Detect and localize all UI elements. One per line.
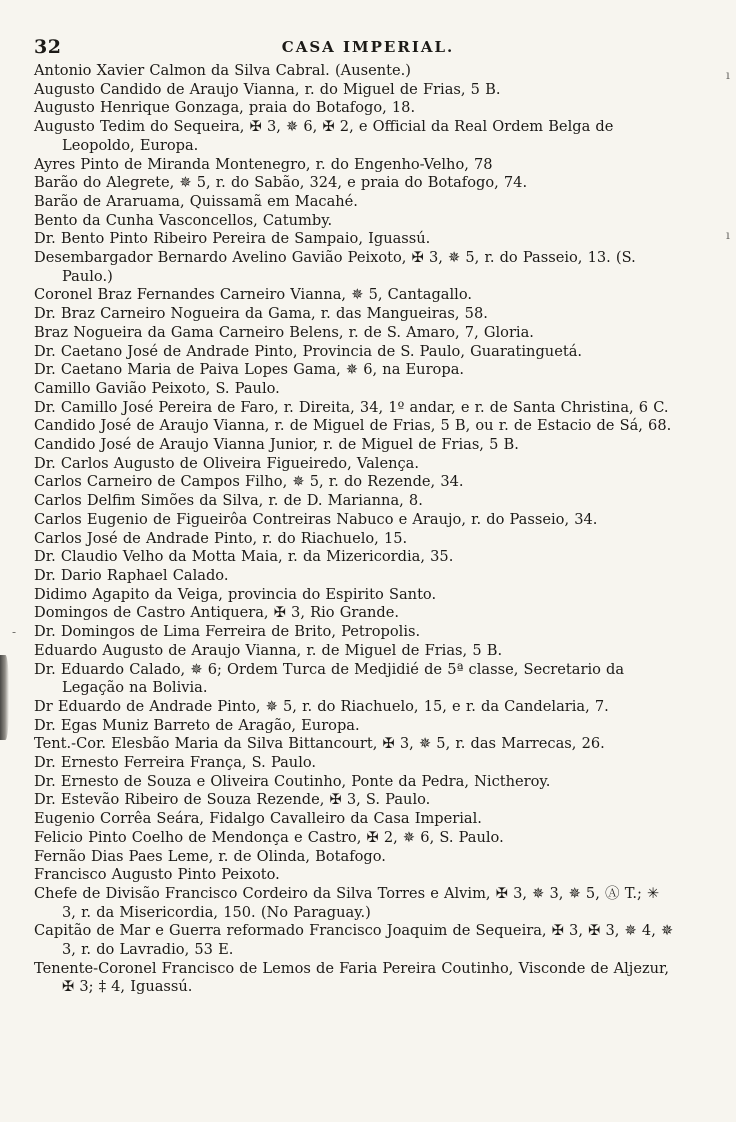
entry: Dr. Claudio Velho da Motta Maia, r. da Mizericordia, 35.	[34, 548, 454, 566]
entry: Capitão de Mar e Guerra reformado Francisco Joaquim de Sequeira, ✠ 3, ✠ 3, ✵ 4, ✵ 3, r. do Lavradio, 53 E.	[34, 922, 674, 959]
entry: Dr. Camillo José Pereira de Faro, r. Direita, 34, 1º andar, e r. de Santa Christina, 6 C.	[34, 398, 669, 416]
entry: Eduardo Augusto de Araujo Vianna, r. de Miguel de Frias, 5 B.	[34, 641, 503, 659]
entry: Barão de Araruama, Quissamã em Macahé.	[34, 192, 358, 210]
page-number: 32	[34, 36, 62, 58]
entry: Dr. Egas Muniz Barreto de Aragão, Europa.	[34, 716, 360, 734]
entry: Ayres Pinto de Miranda Montenegro, r. do Engenho-Velho, 78	[34, 155, 493, 173]
entry: Augusto Henrique Gonzaga, praia do Botafogo, 18.	[34, 99, 416, 117]
entry: Carlos Carneiro de Campos Filho, ✵ 5, r. do Rezende, 34.	[34, 473, 464, 491]
entry: Candido José de Araujo Vianna, r. de Miguel de Frias, 5 B, ou r. de Estacio de Sá, 68.	[34, 417, 672, 435]
entry: Dr. Ernesto de Souza e Oliveira Coutinho, Ponte da Pedra, Nictheroy.	[34, 772, 551, 790]
page-header	[34, 36, 702, 58]
entry: Carlos José de Andrade Pinto, r. do Riachuelo, 15.	[34, 529, 408, 547]
entry: Candido José de Araujo Vianna Junior, r. de Miguel de Frias, 5 B.	[34, 436, 519, 454]
entry: Bento da Cunha Vasconcellos, Catumby.	[34, 211, 333, 229]
entry: Dr Eduardo de Andrade Pinto, ✵ 5, r. do Riachuelo, 15, e r. da Candelaria, 7.	[34, 697, 609, 715]
entry: Carlos Eugenio de Figueirôa Contreiras Nabuco e Araujo, r. do Passeio, 34.	[34, 510, 598, 528]
entry: Francisco Augusto Pinto Peixoto.	[34, 866, 280, 884]
entry: Tenente-Coronel Francisco de Lemos de Faria Pereira Coutinho, Visconde de Aljezur, ✠ 3; ‡ 4, Iguassú.	[34, 959, 670, 996]
entry: Chefe de Divisão Francisco Cordeiro da Silva Torres e Alvim, ✠ 3, ✵ 3, ✵ 5, Ⓐ T.; ✳ 3, r. da Misericordia, 150. (No Paraguay.)	[34, 884, 660, 921]
entry: Desembargador Bernardo Avelino Gavião Peixoto, ✠ 3, ✵ 5, r. do Passeio, 13. (S. Paulo.)	[34, 249, 636, 285]
entry: Camillo Gavião Peixoto, S. Paulo.	[34, 379, 280, 397]
entry: Dr. Carlos Augusto de Oliveira Figueiredo, Valença.	[34, 454, 419, 472]
entry: Felicio Pinto Coelho de Mendonça e Castro, ✠ 2, ✵ 6, S. Paulo.	[34, 828, 504, 846]
entry: Braz Nogueira da Gama Carneiro Belens, r. de S. Amaro, 7, Gloria.	[34, 323, 534, 341]
entry: Dr. Dario Raphael Calado.	[34, 566, 229, 584]
entry: Coronel Braz Fernandes Carneiro Vianna, ✵ 5, Cantagallo.	[34, 286, 473, 304]
edge-mark: ı	[726, 68, 730, 82]
entry: Dr. Braz Carneiro Nogueira da Gama, r. das Mangueiras, 58.	[34, 305, 488, 323]
entry: Dr. Caetano José de Andrade Pinto, Provincia de S. Paulo, Guaratinguetá.	[34, 342, 583, 360]
entry: Dr. Bento Pinto Ribeiro Pereira de Sampaio, Iguassú.	[34, 230, 431, 248]
margin-dash: -	[12, 625, 17, 639]
entry: Domingos de Castro Antiquera, ✠ 3, Rio Grande.	[34, 604, 400, 622]
entry: Eugenio Corrêa Seára, Fidalgo Cavalleiro da Casa Imperial.	[34, 810, 482, 828]
entry: Dr. Domingos de Lima Ferreira de Brito, Petropolis.	[34, 623, 421, 641]
running-title: CASA IMPERIAL.	[281, 38, 455, 56]
entry: Augusto Candido de Araujo Vianna, r. do Miguel de Frias, 5 B.	[34, 80, 501, 98]
entry: Didimo Agapito da Veiga, provincia do Espirito Santo.	[34, 585, 437, 603]
entry: Barão do Alegrete, ✵ 5, r. do Sabão, 324, e praia do Botafogo, 74.	[34, 174, 528, 192]
entry: Tent.-Cor. Elesbão Maria da Silva Bittancourt, ✠ 3, ✵ 5, r. das Marrecas, 26.	[34, 735, 605, 753]
entry: Augusto Tedim do Sequeira, ✠ 3, ✵ 6, ✠ 2, e Official da Real Ordem Belga de Leopoldo, Europa.	[34, 118, 614, 154]
edge-mark: ı	[726, 228, 730, 242]
entry: Dr. Caetano Maria de Paiva Lopes Gama, ✵ 6, na Europa.	[34, 361, 465, 379]
entry: Dr. Eduardo Calado, ✵ 6; Ordem Turca de Medjidié de 5ª classe, Secretario da Legação na Bolivia.	[34, 660, 625, 697]
entry: Dr. Estevão Ribeiro de Souza Rezende, ✠ 3, S. Paulo.	[34, 791, 431, 809]
entry: Fernão Dias Paes Leme, r. de Olinda, Botafogo.	[34, 847, 386, 865]
entry: Carlos Delfim Simões da Silva, r. de D. Marianna, 8.	[34, 492, 423, 510]
entry: Dr. Ernesto Ferreira França, S. Paulo.	[34, 754, 317, 772]
entry: Antonio Xavier Calmon da Silva Cabral. (Ausente.)	[34, 62, 411, 79]
page-edge-shadow	[0, 655, 9, 740]
entry-list	[34, 62, 674, 997]
